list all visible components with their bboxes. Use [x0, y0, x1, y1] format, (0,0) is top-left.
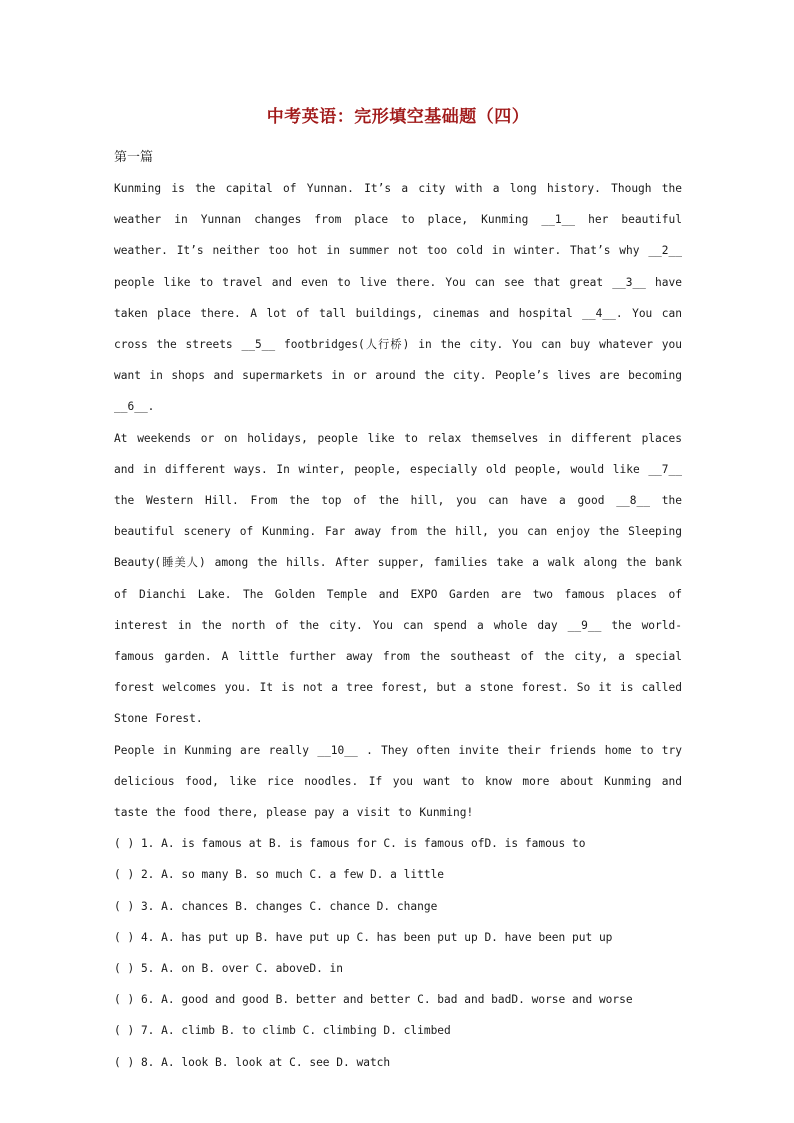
document-page: [114, 100, 682, 1078]
question-option-2: ( ) 2. A. so many B. so much C. a few D. a little: [114, 868, 445, 882]
question-option-3: ( ) 3. A. chances B. changes C. chance D. change: [114, 899, 438, 913]
question-option-7: ( ) 7. A. climb B. to climb C. climbing D. climbed: [114, 1024, 451, 1038]
passage-paragraph-2: At weekends or on holidays, people like to relax themselves in different places and in different ways. In winter, people, especially old people, would like __7__ the Western Hill. From the top of the hill, you can have a good __8__ the beautiful scenery of Kunming. Far away from the hill, you can enjoy the Sleeping Beauty(睡美人) among the hills. After supper, families take a walk along the bank of Dianchi Lake. The Golden Temple and EXPO Garden are two famous places of interest in the north of the city. You can spend a whole day __9__ the world-famous garden. A little further away from the southeast of the city, a special forest welcomes you. It is not a tree forest, but a stone forest. So it is called Stone Forest.: [114, 431, 682, 726]
question-option-5: ( ) 5. A. on B. over C. aboveD. in: [114, 962, 344, 976]
question-options-list: [114, 828, 682, 1078]
question-option-6: ( ) 6. A. good and good B. better and better C. bad and badD. worse and worse: [114, 993, 633, 1007]
question-option-4: ( ) 4. A. has put up B. have put up C. has been put up D. have been put up: [114, 930, 613, 944]
section-label: 第一篇: [114, 150, 154, 165]
passage-paragraph-3: People in Kunming are really __10__ . They often invite their friends home to try delicious food, like rice noodles. If you want to know more about Kunming and taste the food there, please pay a visit to Kunming!: [114, 743, 682, 820]
document-title: 中考英语：完形填空基础题（四）: [266, 107, 530, 127]
question-option-1: ( ) 1. A. is famous at B. is famous for C. is famous ofD. is famous to: [114, 837, 586, 851]
question-option-8: ( ) 8. A. look B. look at C. see D. watch: [114, 1055, 391, 1069]
passage-paragraph-1: Kunming is the capital of Yunnan. It’s a city with a long history. Though the weather in Yunnan changes from place to place, Kunming __1__ her beautiful weather. It’s neither too hot in summer not too cold in winter. That’s why __2__ people like to travel and even to live there. You can see that great __3__ have taken place there. A lot of tall buildings, cinemas and hospital __4__. You can cross the streets __5__ footbridges(人行桥) in the city. You can buy whatever you want in shops and supermarkets in or around the city. People’s lives are becoming __6__.: [114, 182, 682, 414]
